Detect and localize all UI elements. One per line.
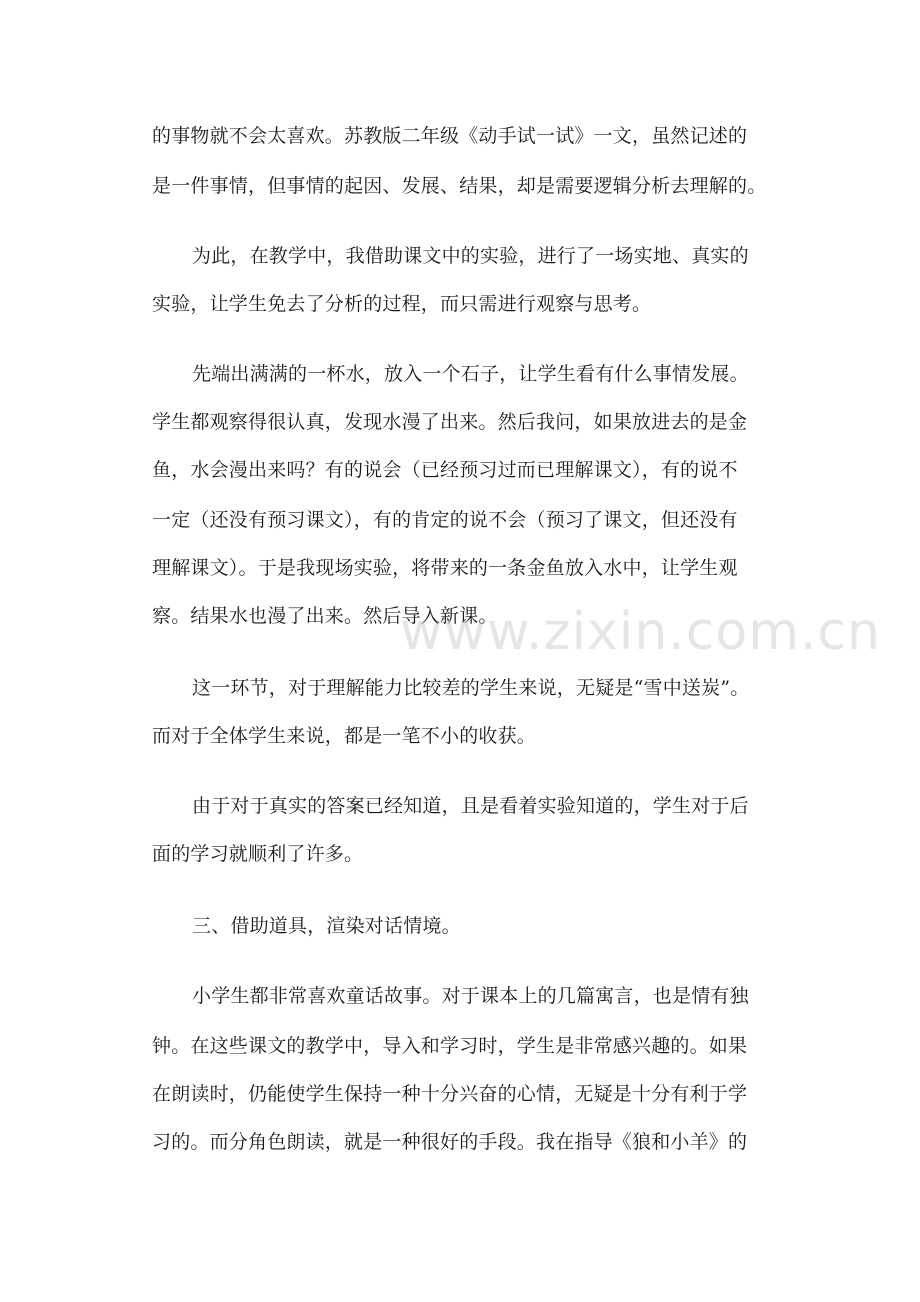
paragraph-line: 钟。在这些课文的教学中，导入和学习时，学生是非常感兴趣的。如果 xyxy=(152,1035,748,1057)
paragraph-line: 由于对于真实的答案已经知道，且是看着实验知道的，学生对于后 xyxy=(192,795,749,817)
section-heading: 三、借助道具，渲染对话情境。 xyxy=(192,915,461,937)
paragraph-line: 是一件事情，但事情的起因、发展、结果，却是需要逻辑分析去理解的。 xyxy=(152,175,767,197)
paragraph-line: 而对于全体学生来说，都是一笔不小的收获。 xyxy=(152,725,537,747)
paragraph-line: 的事物就不会太喜欢。苏教版二年级《动手试一试》一文，虽然记述的 xyxy=(152,125,748,147)
paragraph-line: 理解课文）。于是我现场实验，将带来的一条金鱼放入水中，让学生观 xyxy=(152,557,738,579)
paragraph-line: 一定（还没有预习课文），有的肯定的说不会（预习了课文，但还没有 xyxy=(152,509,738,531)
watermark: www.zixin.com.cn xyxy=(400,602,881,662)
paragraph-line: 实验，让学生免去了分析的过程，而只需进行观察与思考。 xyxy=(152,293,652,315)
paragraph-line: 在朗读时，仍能使学生保持一种十分兴奋的心情，无疑是十分有利于学 xyxy=(152,1083,748,1105)
paragraph-line: 察。结果水也漫了出来。然后导入新课。 xyxy=(152,605,498,627)
paragraph-line: 为此，在教学中，我借助课文中的实验，进行了一场实地、真实的 xyxy=(192,245,749,267)
paragraph-line: 习的。而分角色朗读，就是一种很好的手段。我在指导《狼和小羊》的 xyxy=(152,1131,748,1153)
paragraph-line: 小学生都非常喜欢童话故事。对于课本上的几篇寓言，也是情有独 xyxy=(192,985,749,1007)
paragraph-line: 这一环节，对于理解能力比较差的学生来说，无疑是“雪中送炭”。 xyxy=(192,677,750,699)
paragraph-line: 鱼，水会漫出来吗？有的说会（已经预习过而已理解课文），有的说不 xyxy=(152,459,738,481)
paragraph-line: 面的学习就顺利了许多。 xyxy=(152,843,364,865)
paragraph-line: 学生都观察得很认真，发现水漫了出来。然后我问，如果放进去的是金 xyxy=(152,411,748,433)
paragraph-line: 先端出满满的一杯水，放入一个石子，让学生看有什么事情发展。 xyxy=(192,363,749,385)
